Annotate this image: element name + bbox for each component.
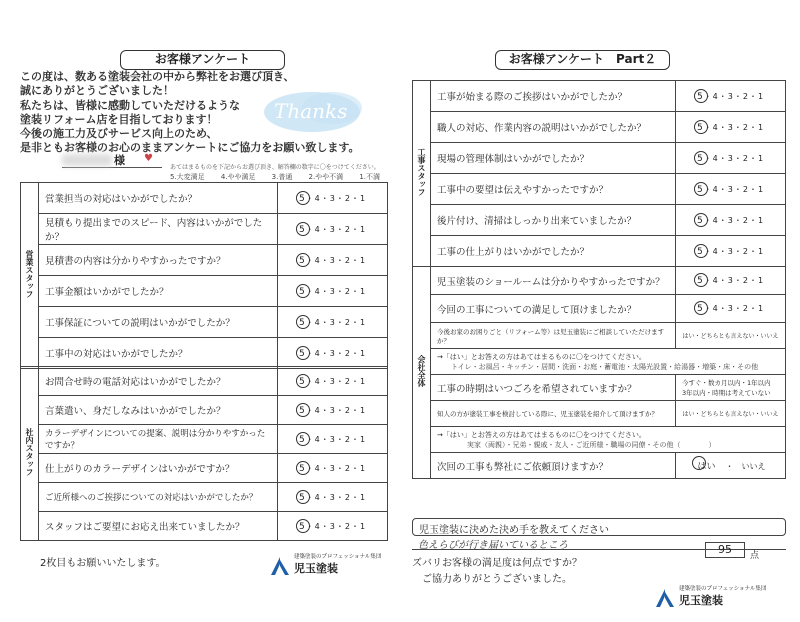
page-title: お客様アンケート Part２ [495, 50, 670, 70]
legend-item: 5.大変満足 [170, 173, 205, 181]
score-box[interactable] [705, 542, 745, 558]
rating-cell[interactable]: 5・4・3・2・1 [278, 483, 388, 512]
company-logo [270, 552, 381, 576]
question: 職人の対応、作業内容の説明はいかがでしたか？ [431, 112, 676, 143]
selected-rating: 5 [696, 122, 704, 133]
survey-page-2 [400, 0, 800, 622]
thanks-line: ご協力ありがとうございました。 [422, 574, 572, 585]
sub-items: 実家（両親）・兄弟・親戚・友人・ご近所様・職場の同僚・その他（ ） [467, 440, 716, 449]
question: 児玉塗装のショールームは分かりやすかったですか？ [431, 267, 676, 295]
question: 工事中の対応はいかがでしたか？ [39, 338, 278, 369]
rating-cell[interactable]: 5・4・3・2・1 [676, 267, 786, 295]
instruction-note: あてはまるものを下記からお選び頂き、解答欄の数字に〇をつけてください。 [170, 164, 380, 171]
sub-instruction: →「はい」とお答えの方はあてはまるものに〇をつけてください。 [437, 430, 646, 439]
rating-cell[interactable]: 5・4・3・2・1 [278, 425, 388, 454]
question: スタッフはご要望にお応え出来ていましたか？ [39, 512, 278, 541]
logo-name: 児玉塗装 [679, 594, 723, 607]
intro-line: 今後の施工力及びサービス向上のため、 [20, 127, 218, 141]
timing-options: 今すぐ・数カ月以内・1年以内 [682, 378, 771, 387]
rating-cell[interactable]: 5・4・3・2・1 [278, 454, 388, 483]
rating-cell[interactable]: 5・4・3・2・1 [278, 396, 388, 425]
construction-staff-table [412, 80, 786, 267]
question: 営業担当の対応はいかがでしたか？ [39, 183, 278, 214]
rating-cell[interactable]: 5・4・3・2・1 [278, 338, 388, 369]
sub-items: トイレ・お風呂・キッチン・居間・洗面・お庭・蓄電池・太陽光設置・給湯器・増築・床・その他 [451, 362, 759, 371]
question: 工事が始まる際のご挨拶はいかがでしたか？ [431, 81, 676, 112]
selected-rating: 5 [298, 463, 306, 474]
logo-mark-icon [655, 588, 675, 608]
rating-cell[interactable]: 5・4・3・2・1 [278, 367, 388, 396]
intro-line: 是非ともお客様のお心のままアンケートにご協力をお願い致します。 [20, 141, 360, 155]
yes-no-choice[interactable]: はい・どちらとも言えない・いいえ [676, 323, 786, 349]
selected-rating: 5 [298, 376, 306, 387]
decision-question-box [412, 518, 786, 536]
handwritten-answer: 色えらびが行き届いているところ [418, 540, 568, 551]
logo-mark-icon [270, 556, 290, 576]
rating-cell[interactable]: 5・4・3・2・1 [676, 295, 786, 323]
selected-rating: 5 [298, 434, 306, 445]
thanks-word: Thanks [274, 99, 348, 123]
rating-cell[interactable]: 5・4・3・2・1 [278, 276, 388, 307]
legend-item: 2.やや不満 [308, 173, 344, 181]
yes-option[interactable]: はい [695, 459, 717, 472]
question: 現場の管理体制はいかがでしたか？ [431, 143, 676, 174]
question: お問合せ時の電話対応はいかがでしたか？ [39, 367, 278, 396]
yes-no-choice[interactable]: はい ・ いいえ [676, 453, 786, 479]
customer-name-field [62, 152, 162, 168]
yes-no-choice[interactable]: はい・どちらとも言えない・いいえ [676, 401, 786, 427]
selected-rating: 5 [696, 276, 704, 286]
rating-cell[interactable]: 5・4・3・2・1 [278, 245, 388, 276]
honorific: 様 [114, 154, 125, 167]
question: 知人の方が塗装工事を検討している際に、児玉塗装を紹介して頂けますか？ [431, 401, 676, 427]
logo-tagline: 建築塗装のプロフェッショナル集団 [294, 554, 382, 560]
office-staff-table [20, 366, 388, 541]
rating-cell[interactable]: 5・4・3・2・1 [278, 512, 388, 541]
rating-cell[interactable]: 5・4・3・2・1 [676, 81, 786, 112]
selected-rating: 5 [696, 153, 704, 164]
sub-instruction: →「はい」とお答えの方はあてはまるものに〇をつけてください。 [437, 352, 646, 361]
question: 児玉塗装に決めた決め手を教えてください [419, 525, 609, 536]
rating-cell[interactable]: 5・4・3・2・1 [676, 112, 786, 143]
sub-options [431, 349, 786, 375]
intro-line: 誠にありがとうございました！ [20, 84, 174, 98]
selected-rating: 5 [298, 405, 306, 416]
intro-line: この度は、数ある塗装会社の中から弊社をお選び頂き、 [20, 70, 295, 83]
rating-cell[interactable]: 5・4・3・2・1 [676, 236, 786, 267]
selected-rating: 5 [696, 91, 704, 102]
section-label: 工事スタッフ [413, 81, 431, 267]
timing-choice[interactable] [676, 375, 786, 401]
selected-rating: 5 [298, 348, 306, 359]
selected-rating: 5 [298, 521, 306, 532]
question: カラーデザインについての提案、説明は分かりやすかったですか？ [39, 425, 278, 454]
legend-item: 4.やや満足 [220, 173, 256, 181]
rating-cell[interactable]: 5・4・3・2・1 [278, 307, 388, 338]
no-option[interactable]: いいえ [741, 462, 766, 471]
page-title: お客様アンケート [120, 50, 285, 70]
timing-options: 3年以内・時期は考えていない [682, 388, 771, 397]
intro-line: 私たちは、皆様に感動していただけるような [20, 98, 240, 112]
selected-rating: 5 [298, 255, 306, 266]
rating-cell[interactable]: 5・4・3・2・1 [676, 143, 786, 174]
question: 見積もり提出までのスピード、内容はいかがでしたか？ [39, 214, 278, 245]
question: 言葉遣い、身だしなみはいかがでしたか？ [39, 396, 278, 425]
intro-line: 塗装リフォーム店を目指しております！ [20, 112, 218, 126]
company-wide-table [412, 266, 786, 479]
redacted-name [62, 154, 112, 166]
question: 工事の時期はいつごろを希望されていますか？ [431, 375, 676, 401]
logo-name: 児玉塗装 [294, 562, 338, 575]
selected-rating: 5 [298, 492, 306, 503]
selected-rating: 5 [298, 224, 306, 235]
company-logo [655, 584, 766, 608]
thanks-watercolor-logo [262, 88, 372, 136]
logo-tagline: 建築塗装のプロフェッショナル集団 [679, 586, 767, 592]
section-label: 社内スタッフ [21, 367, 39, 541]
sub-options [431, 427, 786, 453]
question: ご近所様へのご挨拶についての対応はいかがでしたか？ [39, 483, 278, 512]
question: 今回の工事についての満足して頂けましたか？ [431, 295, 676, 323]
legend-item: 1.不満 [359, 173, 380, 181]
selected-rating: 5 [298, 193, 306, 204]
question: 見積書の内容は分かりやすかったですか？ [39, 245, 278, 276]
section-label: 営業スタッフ [21, 183, 39, 369]
rating-cell[interactable]: 5・4・3・2・1 [676, 205, 786, 236]
rating-legend [170, 172, 380, 182]
score-value: 95 [718, 543, 732, 556]
rating-cell[interactable]: 5・4・3・2・1 [278, 183, 388, 214]
sales-staff-table [20, 182, 388, 369]
footer-note: 2枚目もお願いいたします。 [40, 558, 166, 569]
selected-rating: 5 [696, 304, 704, 314]
question: 工事中の要望は伝えやすかったですか？ [431, 174, 676, 205]
question: 後片付け、清掃はしっかり出来ていましたか？ [431, 205, 676, 236]
section-label: 会社全体 [413, 267, 431, 479]
question: 仕上がりのカラーデザインはいかがですか？ [39, 454, 278, 483]
rating-cell[interactable]: 5・4・3・2・1 [278, 214, 388, 245]
score-unit: 点 [750, 551, 760, 561]
question: 工事の仕上がりはいかがでしたか？ [431, 236, 676, 267]
selected-rating: 5 [696, 215, 704, 226]
question: 今後お家のお困りごと（リフォーム等）は児玉塗装にご相談していただけますか？ [431, 323, 676, 349]
question: 工事保証についての説明はいかがでしたか？ [39, 307, 278, 338]
score-question: ズバリお客様の満足度は何点ですか？ [412, 558, 582, 569]
question: 次回の工事も弊社にご依頼頂けますか？ [431, 453, 676, 479]
selected-rating: 5 [298, 317, 306, 328]
rating-cell[interactable]: 5・4・3・2・1 [676, 174, 786, 205]
selected-rating: 5 [696, 246, 704, 257]
question: 工事金額はいかがでしたか？ [39, 276, 278, 307]
selected-rating: 5 [298, 286, 306, 297]
selected-rating: 5 [696, 184, 704, 195]
heart-icon: ♥ [144, 153, 153, 164]
legend-item: 3.普通 [271, 173, 293, 181]
